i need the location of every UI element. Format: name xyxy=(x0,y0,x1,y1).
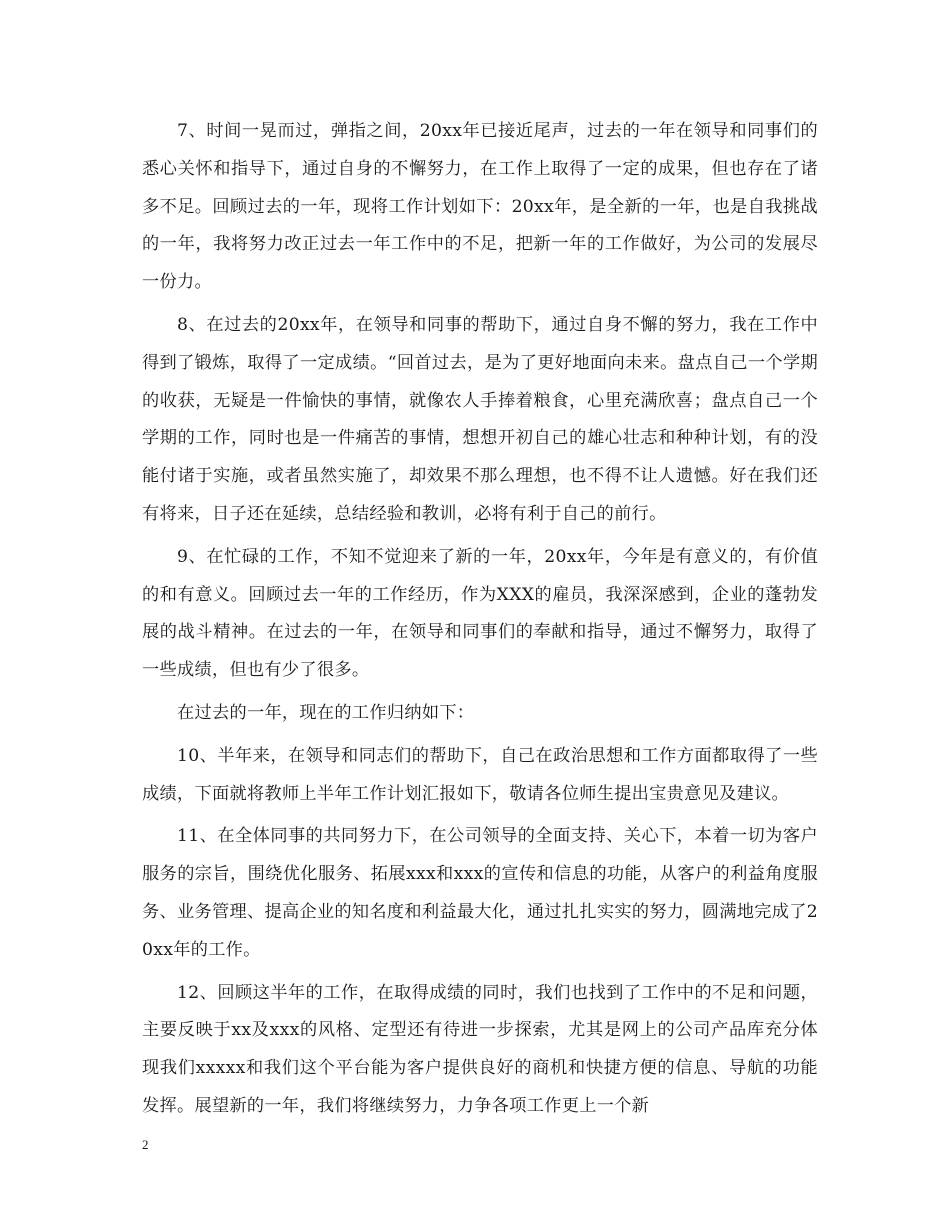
paragraph-10: 10、半年来，在领导和同志们的帮助下，自己在政治思想和工作方面都取得了一些成绩，下面就将教师上半年工作计划汇报如下，敬请各位师生提出宝贵意见及建议。 xyxy=(142,745,818,804)
paragraph-summary-intro: 在过去的一年，现在的工作归纳如下： xyxy=(177,702,475,723)
paragraph-9: 9、在忙碌的工作，不知不觉迎来了新的一年，20xx年，今年是有意义的，有价值的和有意义。回顾过去一年的工作经历，作为XXX的雇员，我深深感到，企业的蓬勃发展的战斗精神。在过去的一年，在领导和同事们的奉献和指导，通过不懈努力，取得了一些成绩，但也有少了很多。 xyxy=(142,546,818,681)
paragraph-7: 7、时间一晃而过，弹指之间，20xx年已接近尾声，过去的一年在领导和同事们的悉心关怀和指导下，通过自身的不懈努力，在工作上取得了一定的成果，但也存在了诸多不足。回顾过去的一年，现将工作计划如下：20xx年，是全新的一年，也是自我挑战的一年，我将努力改正过去一年工作中的不足，把新一年的工作做好，为公司的发展尽一份力。 xyxy=(142,121,818,293)
paragraph-8: 8、在过去的20xx年，在领导和同事的帮助下，通过自身不懈的努力，我在工作中得到了锻炼，取得了一定成绩。“回首过去，是为了更好地面向未来。盘点自己一个学期的收获，无疑是一件愉快的事情，就像农人手捧着粮食，心里充满欣喜；盘点自己一个学期的工作，同时也是一件痛苦的事情，想想开初自己的雄心壮志和种种计划，有的没能付诸于实施，或者虽然实施了，却效果不那么理想，也不得不让人遗憾。好在我们还有将来，日子还在延续，总结经验和教训，必将有利于自己的前行。 xyxy=(142,314,818,524)
paragraph-12: 12、回顾这半年的工作，在取得成绩的同时，我们也找到了工作中的不足和问题，主要反映于xx及xxx的风格、定型还有待进一步探索，尤其是网上的公司产品库充分体现我们xxxxx和我们这个平台能为客户提供良好的商机和快捷方便的信息、导航的功能发挥。展望新的一年，我们将继续努力，力争各项工作更上一个新 xyxy=(142,982,818,1116)
page-number: 2 xyxy=(142,1137,149,1152)
paragraph-11: 11、在全体同事的共同努力下，在公司领导的全面支持、关心下，本着一切为客户服务的宗旨，围绕优化服务、拓展xxx和xxx的宣传和信息的功能，从客户的利益角度服务、业务管理、提高企业的知名度和利益最大化，通过扎扎实实的努力，圆满地完成了20xx年的工作。 xyxy=(142,826,818,960)
document-body xyxy=(142,113,818,1131)
